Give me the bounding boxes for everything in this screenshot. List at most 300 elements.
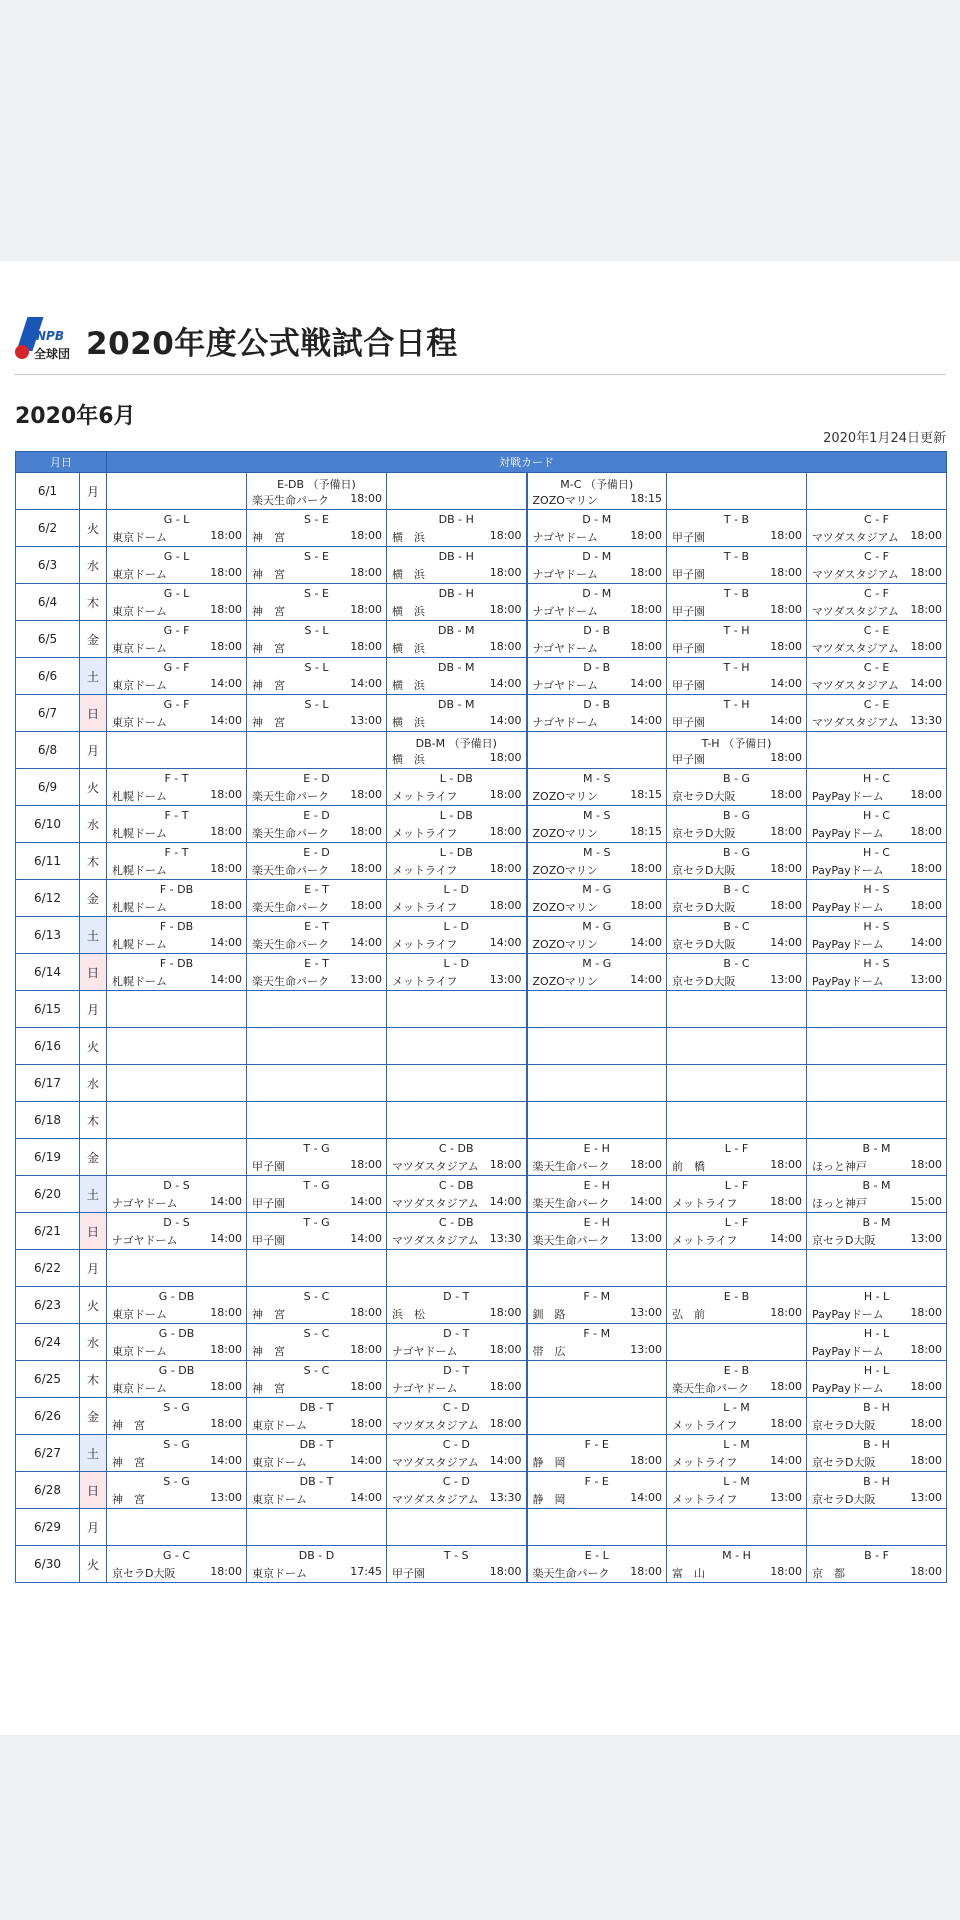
game-cell[interactable]	[667, 769, 807, 806]
venue: 前 橋	[672, 1160, 705, 1173]
weekday-cell: 日	[80, 1472, 107, 1509]
start-time: 18:00	[350, 566, 382, 579]
game-cell[interactable]	[527, 1472, 667, 1509]
venue: 帯 広	[532, 1345, 566, 1358]
game-cell[interactable]	[527, 621, 667, 658]
matchup: C - DB	[438, 1216, 474, 1229]
game-cell[interactable]	[387, 1398, 527, 1435]
game-cell[interactable]	[107, 1435, 247, 1472]
game-cell[interactable]	[807, 1361, 947, 1398]
venue: マツダスタジアム	[392, 1456, 479, 1469]
venue: メットライフ	[672, 1493, 738, 1506]
game-cell	[667, 1102, 807, 1139]
game-cell	[667, 473, 807, 510]
start-time: 14:00	[210, 1195, 242, 1208]
game-cell[interactable]	[247, 1213, 387, 1250]
game-cell[interactable]	[247, 1472, 387, 1509]
start-time: 18:00	[770, 825, 802, 838]
game-cell[interactable]	[527, 1139, 667, 1176]
date-cell: 6/29	[16, 1509, 80, 1546]
matchup: DB - T	[299, 1438, 334, 1451]
game-cell[interactable]	[387, 1287, 527, 1324]
game-cell	[107, 1509, 247, 1546]
venue: PayPayドーム	[812, 827, 884, 840]
venue: メットライフ	[392, 827, 458, 840]
game-cell[interactable]	[247, 954, 387, 991]
game-cell[interactable]	[387, 1435, 527, 1472]
game-cell[interactable]	[387, 880, 527, 917]
game-cell[interactable]	[807, 584, 947, 621]
game-cell[interactable]	[247, 473, 387, 510]
matchup: C - F	[864, 513, 889, 526]
start-time: 18:00	[489, 899, 522, 912]
matchup: G - L	[163, 587, 190, 600]
game-cell[interactable]	[107, 1472, 247, 1509]
matchup: F - DB	[159, 957, 194, 970]
game-cell[interactable]	[527, 1324, 667, 1361]
start-time: 18:00	[910, 862, 943, 875]
game-cell[interactable]	[107, 695, 247, 732]
start-time: 14:00	[210, 973, 242, 986]
matchup: F - T	[164, 809, 189, 822]
game-cell[interactable]	[107, 880, 247, 917]
date-cell: 6/6	[16, 658, 80, 695]
game-cell	[107, 1028, 247, 1065]
venue: マツダスタジアム	[392, 1493, 479, 1506]
game-cell	[807, 473, 947, 510]
game-cell[interactable]	[247, 843, 387, 880]
game-cell[interactable]	[387, 843, 527, 880]
game-cell[interactable]	[527, 547, 667, 584]
venue: 京セラD大阪	[672, 864, 736, 877]
game-cell[interactable]	[667, 732, 807, 769]
game-cell[interactable]	[387, 806, 527, 843]
game-cell[interactable]	[247, 1139, 387, 1176]
game-cell[interactable]	[107, 1324, 247, 1361]
venue: ZOZOマリン	[532, 827, 598, 840]
start-time: 18:00	[210, 825, 242, 838]
table-row	[16, 1028, 947, 1065]
game-cell[interactable]	[247, 880, 387, 917]
game-cell[interactable]	[667, 843, 807, 880]
matchup: S - G	[163, 1401, 190, 1414]
venue: メットライフ	[392, 975, 458, 988]
table-row	[16, 1398, 947, 1435]
venue: 甲子園	[672, 568, 705, 581]
game-cell[interactable]	[807, 843, 947, 880]
matchup: E - T	[304, 920, 329, 933]
venue: 横 浜	[392, 568, 425, 581]
game-cell[interactable]	[807, 1435, 947, 1472]
game-cell[interactable]	[387, 1139, 527, 1176]
table-row	[16, 1324, 947, 1361]
game-cell[interactable]	[247, 1546, 387, 1583]
game-cell	[107, 991, 247, 1028]
game-cell[interactable]	[667, 1139, 807, 1176]
game-cell[interactable]	[247, 621, 387, 658]
matchup: DB - H	[438, 587, 474, 600]
matchup: M - H	[722, 1549, 751, 1562]
game-cell[interactable]	[247, 1398, 387, 1435]
start-time: 18:00	[350, 1380, 382, 1393]
game-cell[interactable]	[807, 1287, 947, 1324]
game-cell[interactable]	[247, 584, 387, 621]
game-cell[interactable]	[667, 1213, 807, 1250]
game-cell[interactable]	[107, 843, 247, 880]
game-cell[interactable]	[667, 1287, 807, 1324]
venue: マツダスタジアム	[392, 1197, 479, 1210]
venue: 甲子園	[252, 1197, 285, 1210]
venue: 神 宮	[252, 1382, 285, 1395]
game-cell[interactable]	[387, 1472, 527, 1509]
game-cell[interactable]	[667, 1176, 807, 1213]
start-time: 14:00	[630, 1195, 662, 1208]
game-cell[interactable]	[387, 695, 527, 732]
game-cell[interactable]	[527, 658, 667, 695]
start-time: 14:00	[350, 936, 382, 949]
game-cell[interactable]	[107, 954, 247, 991]
game-cell[interactable]	[247, 1176, 387, 1213]
start-time: 13:00	[210, 1491, 242, 1504]
game-cell[interactable]	[667, 1361, 807, 1398]
game-cell[interactable]	[807, 1546, 947, 1583]
matchup: S - G	[163, 1438, 190, 1451]
game-cell[interactable]	[807, 658, 947, 695]
game-cell[interactable]	[107, 1546, 247, 1583]
game-cell[interactable]	[527, 954, 667, 991]
game-cell[interactable]	[527, 769, 667, 806]
matchup: D - S	[163, 1216, 190, 1229]
game-cell[interactable]	[667, 584, 807, 621]
game-cell[interactable]	[387, 621, 527, 658]
date-cell: 6/10	[16, 806, 80, 843]
table-row	[16, 621, 947, 658]
venue: 楽天生命パーク	[252, 827, 329, 840]
venue: 横 浜	[392, 753, 425, 766]
start-time: 18:00	[630, 566, 662, 579]
start-time: 14:00	[770, 1454, 802, 1467]
venue: 浜 松	[392, 1308, 425, 1321]
game-cell[interactable]	[247, 1361, 387, 1398]
venue: 楽天生命パーク	[532, 1160, 610, 1173]
game-cell	[247, 1102, 387, 1139]
game-cell[interactable]	[107, 1287, 247, 1324]
game-cell[interactable]	[247, 547, 387, 584]
game-cell	[247, 732, 387, 769]
game-cell[interactable]	[107, 584, 247, 621]
start-time: 18:00	[630, 862, 662, 875]
game-cell[interactable]	[667, 1435, 807, 1472]
game-cell[interactable]	[107, 1176, 247, 1213]
game-cell[interactable]	[107, 1398, 247, 1435]
matchup: E - T	[304, 957, 329, 970]
weekday-cell: 水	[80, 1065, 107, 1102]
game-cell[interactable]	[527, 695, 667, 732]
start-time: 13:30	[489, 1491, 522, 1504]
game-cell[interactable]	[107, 621, 247, 658]
weekday-cell: 土	[80, 1176, 107, 1213]
header-date: 月日	[16, 452, 107, 473]
date-cell: 6/24	[16, 1324, 80, 1361]
matchup: E - D	[303, 772, 330, 785]
start-time: 18:00	[350, 1306, 382, 1319]
title-row	[14, 315, 458, 365]
game-cell	[807, 732, 947, 769]
venue: 楽天生命パーク	[532, 1197, 610, 1210]
game-cell[interactable]	[527, 1435, 667, 1472]
game-cell[interactable]	[387, 954, 527, 991]
start-time: 18:00	[350, 788, 382, 801]
npb-logo[interactable]	[14, 315, 76, 365]
weekday-cell: 土	[80, 1435, 107, 1472]
table-row	[16, 1435, 947, 1472]
game-cell[interactable]	[807, 1472, 947, 1509]
game-cell[interactable]	[247, 917, 387, 954]
start-time: 18:00	[910, 640, 943, 653]
game-cell	[527, 1398, 667, 1435]
matchup: F - E	[584, 1475, 609, 1488]
game-cell[interactable]	[667, 547, 807, 584]
date-cell: 6/30	[16, 1546, 80, 1583]
table-row	[16, 880, 947, 917]
venue: 甲子園	[252, 1234, 285, 1247]
matchup: S - E	[304, 587, 329, 600]
venue: 甲子園	[672, 642, 705, 655]
start-time: 13:00	[489, 973, 522, 986]
game-cell[interactable]	[527, 880, 667, 917]
game-cell[interactable]	[387, 510, 527, 547]
game-cell[interactable]	[387, 584, 527, 621]
venue: PayPayドーム	[812, 1382, 884, 1395]
game-cell[interactable]	[667, 880, 807, 917]
game-cell[interactable]	[107, 769, 247, 806]
matchup: C - E	[863, 661, 890, 674]
game-cell[interactable]	[527, 1176, 667, 1213]
game-cell[interactable]	[807, 954, 947, 991]
game-cell[interactable]	[527, 806, 667, 843]
start-time: 18:00	[210, 899, 242, 912]
matchup: G - DB	[158, 1364, 195, 1377]
game-cell[interactable]	[807, 769, 947, 806]
date-cell: 6/9	[16, 769, 80, 806]
start-time: 18:00	[210, 862, 242, 875]
start-time: 18:00	[489, 566, 522, 579]
game-cell[interactable]	[387, 1324, 527, 1361]
game-cell	[527, 991, 667, 1028]
game-cell[interactable]	[667, 658, 807, 695]
venue: 東京ドーム	[112, 531, 167, 544]
game-cell	[107, 1250, 247, 1287]
game-cell[interactable]	[667, 695, 807, 732]
game-cell[interactable]	[527, 473, 667, 510]
game-cell	[247, 991, 387, 1028]
weekday-cell: 火	[80, 1028, 107, 1065]
start-time: 18:00	[210, 603, 242, 616]
game-cell[interactable]	[107, 806, 247, 843]
game-cell[interactable]	[807, 1139, 947, 1176]
venue: PayPayドーム	[812, 790, 884, 803]
table-row	[16, 769, 947, 806]
start-time: 14:00	[210, 1232, 242, 1245]
game-cell[interactable]	[667, 510, 807, 547]
matchup: B - G	[722, 772, 751, 785]
game-cell[interactable]	[387, 1361, 527, 1398]
game-cell[interactable]	[807, 1398, 947, 1435]
matchup: L - M	[723, 1401, 750, 1414]
game-cell	[387, 1250, 527, 1287]
game-cell[interactable]	[387, 1176, 527, 1213]
venue: PayPayドーム	[812, 1345, 884, 1358]
game-cell[interactable]	[527, 510, 667, 547]
venue: 京セラD大阪	[672, 790, 736, 803]
venue: 神 宮	[252, 1308, 285, 1321]
game-cell[interactable]	[807, 1213, 947, 1250]
game-cell	[247, 1028, 387, 1065]
venue: 東京ドーム	[252, 1493, 307, 1506]
matchup: B - H	[863, 1401, 890, 1414]
weekday-cell: 月	[80, 991, 107, 1028]
venue: 甲子園	[672, 531, 705, 544]
game-cell[interactable]	[247, 695, 387, 732]
table-row	[16, 917, 947, 954]
game-cell[interactable]	[387, 917, 527, 954]
start-time: 14:00	[210, 1454, 242, 1467]
weekday-cell: 火	[80, 769, 107, 806]
game-cell[interactable]	[667, 1546, 807, 1583]
game-cell[interactable]	[527, 584, 667, 621]
matchup: L - D	[443, 883, 470, 896]
table-row	[16, 1176, 947, 1213]
game-cell[interactable]	[807, 880, 947, 917]
venue: ナゴヤドーム	[392, 1382, 458, 1395]
venue: ZOZOマリン	[532, 938, 598, 951]
game-cell[interactable]	[807, 917, 947, 954]
game-cell[interactable]	[247, 658, 387, 695]
matchup: T-H （予備日)	[701, 737, 772, 750]
matchup: S - L	[304, 624, 329, 637]
game-cell[interactable]	[807, 510, 947, 547]
game-cell[interactable]	[247, 769, 387, 806]
game-cell[interactable]	[667, 621, 807, 658]
matchup: E - B	[723, 1364, 750, 1377]
game-cell[interactable]	[387, 769, 527, 806]
start-time: 13:30	[489, 1232, 522, 1245]
start-time: 18:00	[630, 529, 662, 542]
venue: ナゴヤドーム	[392, 1345, 458, 1358]
game-cell[interactable]	[527, 843, 667, 880]
venue: ナゴヤドーム	[532, 605, 599, 618]
game-cell	[247, 1065, 387, 1102]
game-cell[interactable]	[807, 1324, 947, 1361]
start-time: 14:00	[489, 677, 522, 690]
game-cell[interactable]	[807, 806, 947, 843]
game-cell[interactable]	[387, 1213, 527, 1250]
table-row	[16, 1250, 947, 1287]
game-cell[interactable]	[387, 547, 527, 584]
game-cell[interactable]	[667, 806, 807, 843]
table-row	[16, 584, 947, 621]
matchup: L - F	[724, 1179, 749, 1192]
game-cell[interactable]	[387, 1546, 527, 1583]
matchup: M - S	[583, 809, 611, 822]
venue: 神 宮	[252, 568, 285, 581]
matchup: C - E	[863, 624, 890, 637]
game-cell[interactable]	[667, 1472, 807, 1509]
game-cell[interactable]	[107, 547, 247, 584]
matchup: D - M	[582, 513, 612, 526]
matchup: E - T	[304, 883, 329, 896]
table-row	[16, 991, 947, 1028]
table-row	[16, 473, 947, 510]
game-cell[interactable]	[807, 695, 947, 732]
venue: マツダスタジアム	[392, 1160, 479, 1173]
venue: 静 岡	[532, 1493, 566, 1506]
weekday-cell: 土	[80, 658, 107, 695]
game-cell[interactable]	[107, 917, 247, 954]
game-cell[interactable]	[387, 658, 527, 695]
start-time: 18:00	[489, 1158, 522, 1171]
game-cell[interactable]	[527, 1213, 667, 1250]
start-time: 18:00	[350, 1417, 382, 1430]
start-time: 18:00	[489, 825, 522, 838]
game-cell[interactable]	[667, 1398, 807, 1435]
game-cell[interactable]	[807, 1176, 947, 1213]
header-row	[16, 452, 947, 473]
game-cell[interactable]	[527, 917, 667, 954]
venue: PayPayドーム	[812, 975, 884, 988]
venue: 甲子園	[672, 716, 705, 729]
game-cell[interactable]	[107, 658, 247, 695]
game-cell[interactable]	[527, 1546, 667, 1583]
venue: マツダスタジアム	[812, 568, 899, 581]
date-cell: 6/15	[16, 991, 80, 1028]
matchup: C - E	[863, 698, 890, 711]
game-cell[interactable]	[667, 954, 807, 991]
game-cell[interactable]	[247, 1287, 387, 1324]
matchup: L - M	[723, 1475, 750, 1488]
game-cell[interactable]	[527, 1287, 667, 1324]
venue: 東京ドーム	[112, 1345, 167, 1358]
start-time: 18:00	[910, 1343, 943, 1356]
game-cell[interactable]	[107, 510, 247, 547]
game-cell[interactable]	[247, 1435, 387, 1472]
weekday-cell: 木	[80, 1102, 107, 1139]
start-time: 14:00	[770, 1232, 802, 1245]
date-cell: 6/11	[16, 843, 80, 880]
game-cell[interactable]	[387, 732, 527, 769]
game-cell[interactable]	[807, 547, 947, 584]
venue: メットライフ	[392, 790, 458, 803]
venue: 横 浜	[392, 679, 425, 692]
matchup: F - M	[583, 1290, 611, 1303]
game-cell[interactable]	[107, 1213, 247, 1250]
game-cell[interactable]	[247, 510, 387, 547]
matchup: T - H	[723, 698, 750, 711]
game-cell[interactable]	[247, 806, 387, 843]
game-cell[interactable]	[247, 1324, 387, 1361]
venue: 楽天生命パーク	[532, 1234, 610, 1247]
game-cell[interactable]	[667, 917, 807, 954]
game-cell	[387, 1028, 527, 1065]
matchup: E - L	[584, 1549, 609, 1562]
start-time: 18:00	[910, 1417, 943, 1430]
matchup: S - G	[163, 1475, 190, 1488]
game-cell[interactable]	[107, 1361, 247, 1398]
game-cell[interactable]	[807, 621, 947, 658]
weekday-cell: 月	[80, 473, 107, 510]
venue: 楽天生命パーク	[252, 901, 329, 914]
matchup: T - H	[723, 624, 750, 637]
